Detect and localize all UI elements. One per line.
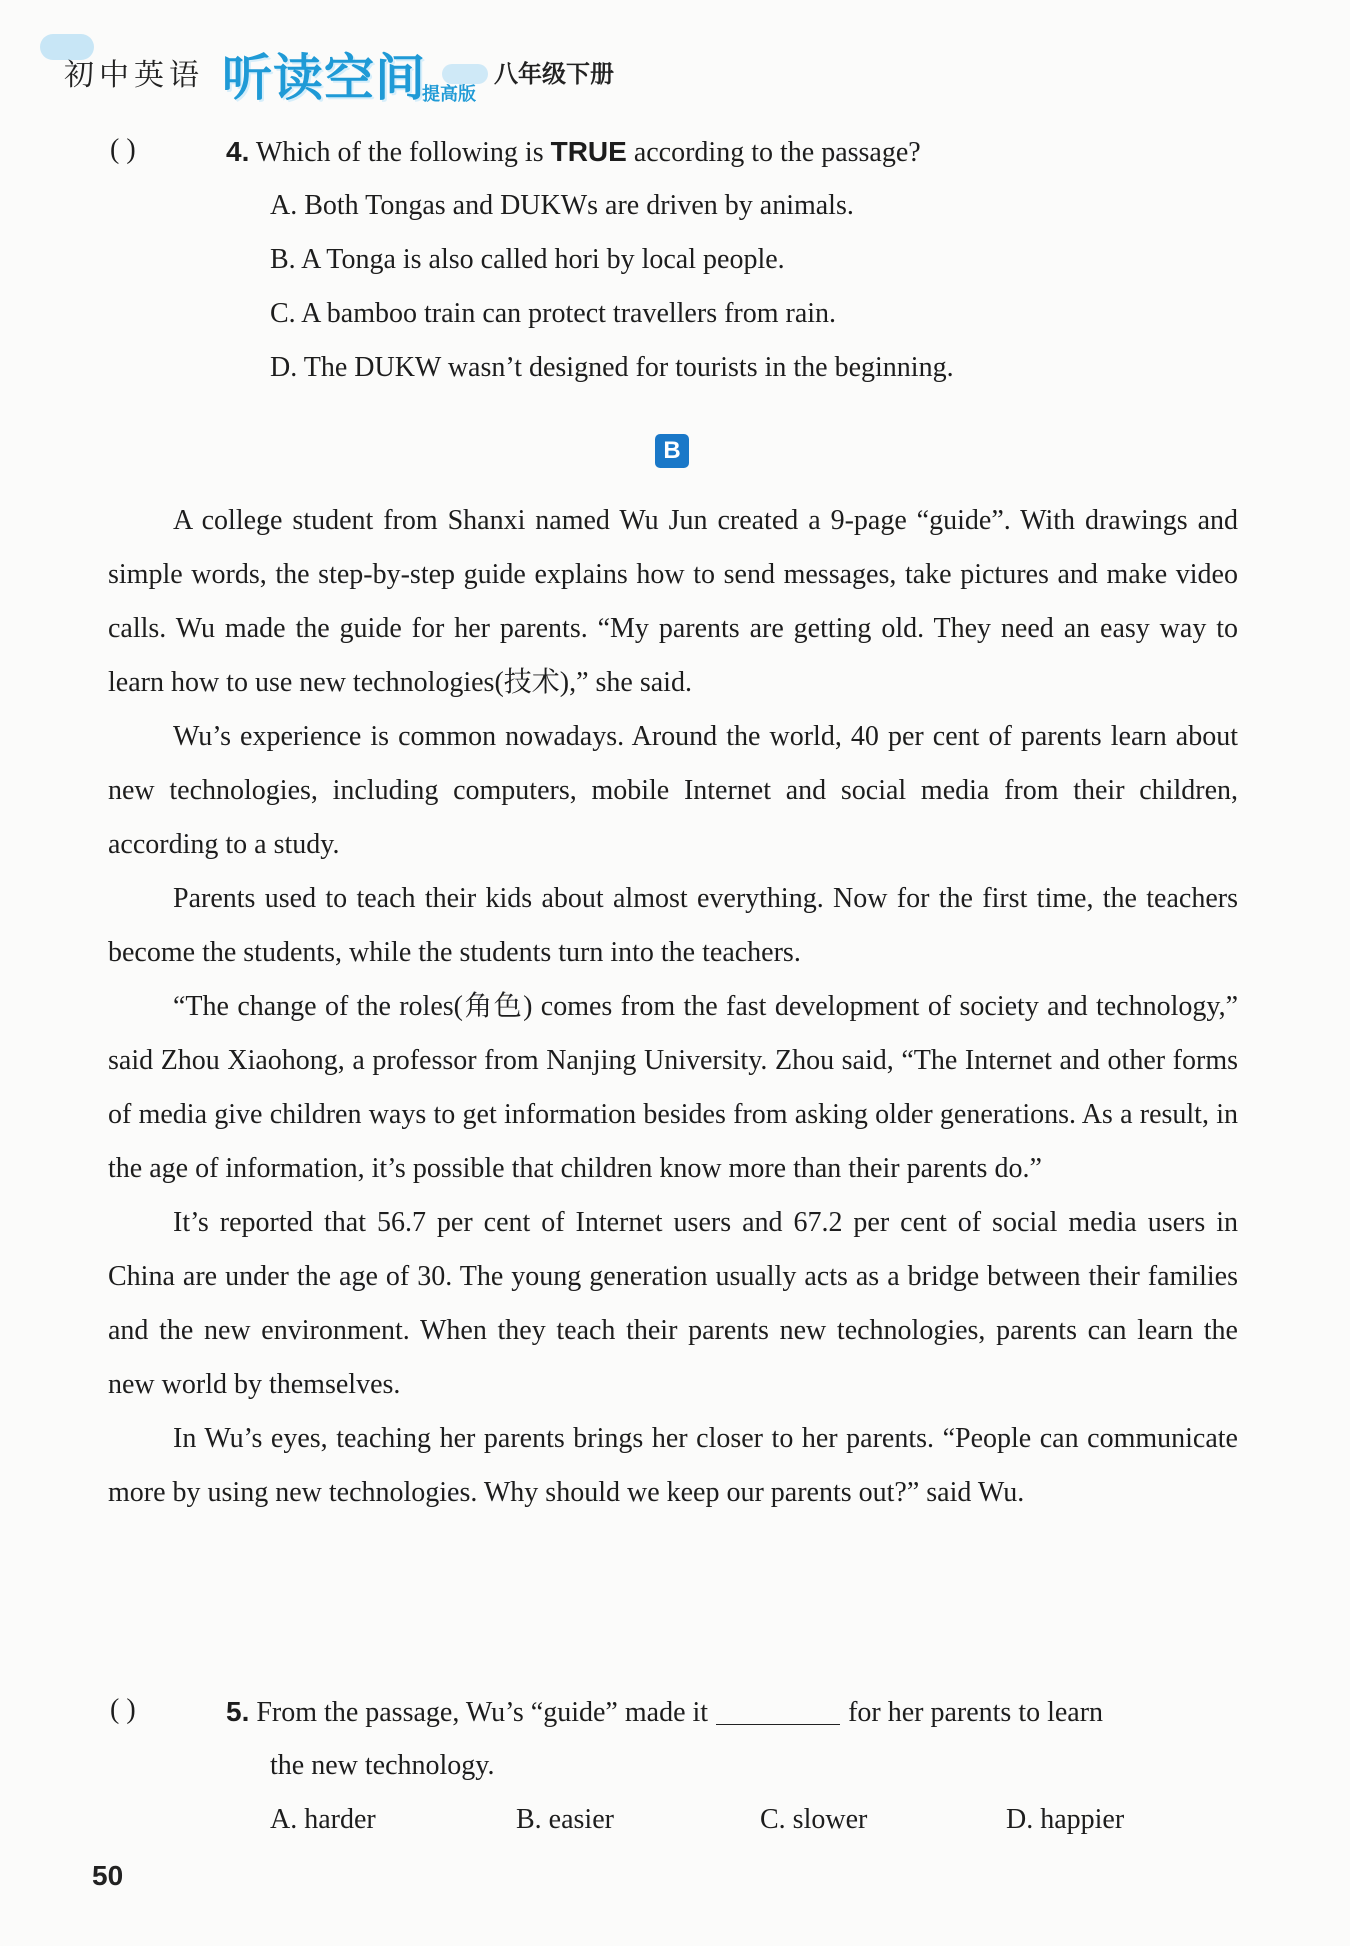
answer-bracket[interactable]: ( ) bbox=[110, 1694, 136, 1725]
stem-text: From the passage, Wu’s “guide” made it bbox=[256, 1697, 709, 1728]
section-badge: B bbox=[655, 434, 689, 468]
option-c[interactable]: C. slower bbox=[760, 1804, 868, 1835]
series-title: 初中英语 bbox=[64, 58, 204, 93]
option-d[interactable]: D. The DUKW wasn’t designed for tourists in the beginning. bbox=[270, 352, 954, 383]
brand-title: 听读空间 bbox=[222, 49, 426, 107]
page-number: 50 bbox=[92, 1860, 124, 1891]
question-stem bbox=[226, 1694, 1103, 1731]
passage-paragraph: Parents used to teach their kids about almost everything. Now for the first time, the teachers become the students, while the students turn into the teachers. bbox=[108, 883, 1238, 968]
passage-paragraph: It’s reported that 56.7 per cent of Internet users and 67.2 per cent of social media users in China are under the age of 30. The young generation usually acts as a bridge between their families and the new environment. When they teach their parents new technologies, parents can learn the new world by themselves. bbox=[108, 1207, 1238, 1400]
option-a[interactable]: A. Both Tongas and DUKWs are driven by animals. bbox=[270, 190, 854, 221]
grade-label: 八年级下册 bbox=[494, 60, 614, 88]
stem-text: according to the passage? bbox=[626, 137, 921, 168]
option-c[interactable]: C. A bamboo train can protect travellers from rain. bbox=[270, 298, 837, 329]
question-stem bbox=[226, 134, 921, 171]
passage-paragraph: Wu’s experience is common nowadays. Around the world, 40 per cent of parents learn about new technologies, including computers, mobile Internet and social media from their children, according to a study. bbox=[108, 721, 1238, 860]
option-b[interactable]: B. A Tonga is also called hori by local people. bbox=[270, 244, 785, 275]
question-number: 5. bbox=[226, 1696, 250, 1727]
stem-text: for her parents to learn bbox=[848, 1697, 1104, 1728]
stem-continuation: the new technology. bbox=[270, 1750, 495, 1781]
page-header bbox=[64, 34, 684, 114]
passage-paragraph: A college student from Shanxi named Wu Jun created a 9-page “guide”. With drawings and simple words, the step-by-step guide explains how to send messages, take pictures and make video calls. Wu made the guide for her parents. “My parents are getting old. They need an easy way to learn how to use new technologies(技术),” she said. bbox=[108, 505, 1238, 698]
answer-blank[interactable] bbox=[716, 1696, 840, 1725]
edition-label: 提高版 bbox=[422, 84, 476, 105]
question-number: 4. bbox=[226, 136, 250, 167]
stem-emphasis: TRUE bbox=[550, 136, 627, 167]
option-b[interactable]: B. easier bbox=[516, 1804, 614, 1835]
answer-bracket[interactable]: ( ) bbox=[110, 134, 136, 165]
stem-text: Which of the following is bbox=[255, 137, 551, 168]
reading-passage bbox=[108, 494, 1238, 1520]
option-d[interactable]: D. happier bbox=[1006, 1804, 1125, 1835]
passage-paragraph: In Wu’s eyes, teaching her parents brings her closer to her parents. “People can communicate more by using new technologies. Why should we keep our parents out?” said Wu. bbox=[108, 1423, 1238, 1508]
passage-paragraph: “The change of the roles(角色) comes from the fast development of society and technology,” said Zhou Xiaohong, a professor from Nanjing University. Zhou said, “The Internet and other forms of media give children ways to get information besides from asking older generations. As a result, in the age of information, it’s possible that children know more than their parents do.” bbox=[108, 991, 1238, 1184]
option-a[interactable]: A. harder bbox=[270, 1804, 376, 1835]
